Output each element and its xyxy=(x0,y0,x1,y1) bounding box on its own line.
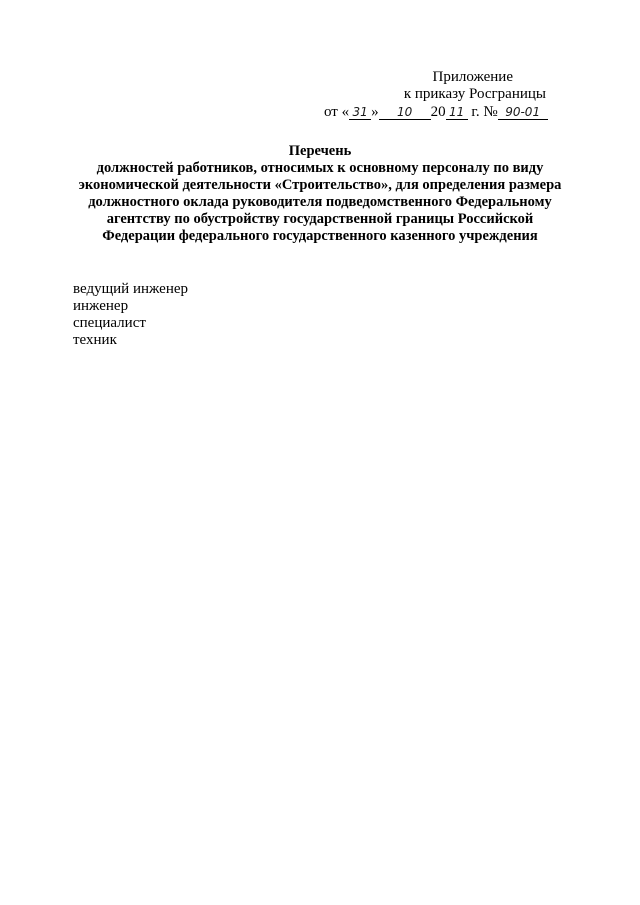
document-title xyxy=(40,143,600,245)
list-item: ведущий инженер xyxy=(73,281,189,297)
title-heading: Перечень xyxy=(288,143,352,159)
appendix-title: Приложение xyxy=(432,69,513,85)
handwritten-month: 10 xyxy=(379,105,431,120)
appendix-order-reference: к приказу Росграницы xyxy=(403,86,546,102)
year-prefix: 20 xyxy=(430,104,446,120)
handwritten-year: 11 xyxy=(446,105,468,120)
appendix-date-number-line xyxy=(324,104,560,121)
appendix-header xyxy=(300,69,560,121)
title-line: агентству по обустройству государственной границы Российской xyxy=(106,211,534,227)
title-line: экономической деятельности «Строительство», для определения размера xyxy=(78,177,562,193)
quote-close: » xyxy=(371,104,379,120)
title-line: должностного оклада руководителя подведомственного Федеральному xyxy=(88,194,552,210)
title-line: Федерации федерального государственного казенного учреждения xyxy=(102,228,538,244)
handwritten-order-number: 90-01 xyxy=(498,105,548,120)
positions-list xyxy=(73,281,373,349)
list-item: техник xyxy=(73,332,117,348)
title-line: должностей работников, относимых к основному персоналу по виду xyxy=(96,160,544,176)
list-item: инженер xyxy=(73,298,129,314)
from-label: от « xyxy=(324,104,350,120)
handwritten-day: 31 xyxy=(349,105,371,120)
list-item: специалист xyxy=(73,315,146,331)
year-number-label: г. № xyxy=(471,104,498,120)
